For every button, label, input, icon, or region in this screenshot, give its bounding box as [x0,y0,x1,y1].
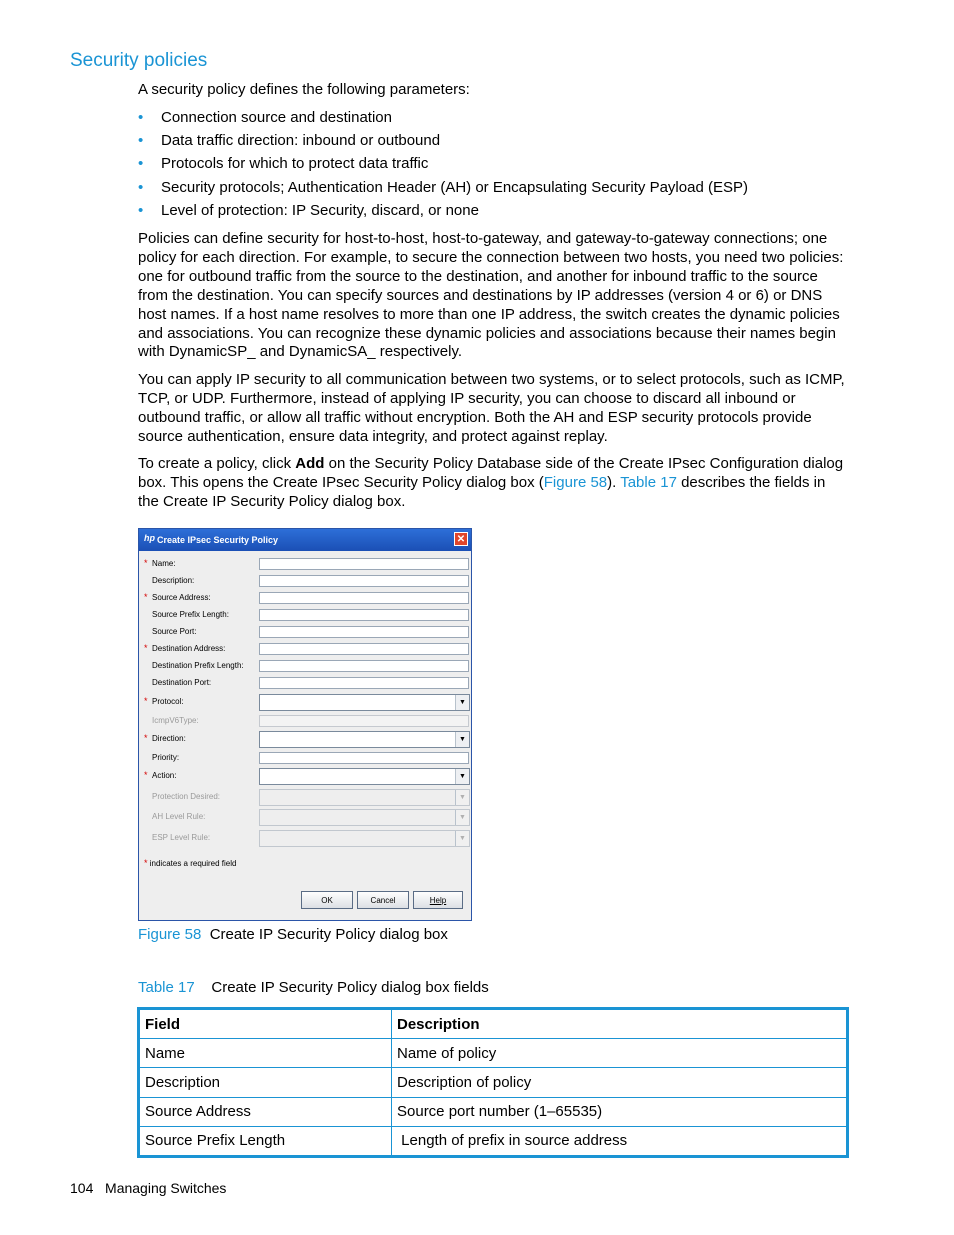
figure-caption: Figure 58 Create IP Security Policy dialog box [138,926,448,943]
dialog-field-row [139,626,471,640]
required-note: * indicates a required field [144,858,237,868]
intro-paragraph: A security policy defines the following parameters: [138,81,470,98]
field-dropdown[interactable] [259,694,470,711]
required-star-icon: * [144,770,148,780]
dialog-field-row [139,791,471,805]
field-label: Protection Desired: [152,792,221,801]
dialog-field-row [139,752,471,766]
field-label: Source Address: [152,593,211,602]
field-input[interactable] [259,677,469,689]
dialog-field-row [139,575,471,589]
ipsec-policy-dialog [138,528,472,921]
dialog-field-row [139,660,471,674]
field-input[interactable] [259,660,469,672]
field-label: Description: [152,576,195,585]
figure-58-link[interactable]: Figure 58 [543,473,608,491]
field-input[interactable] [259,643,469,655]
field-input[interactable] [259,626,469,638]
table-header-row [140,1010,846,1039]
chevron-down-icon: ▼ [455,695,469,710]
header-field: Field [140,1010,392,1039]
bullet-icon: • [138,202,144,219]
field-label: Source Prefix Length: [152,610,229,619]
bullet-text: Protocols for which to protect data traffic [161,155,429,172]
table-cell: Source port number (1–65535) [392,1097,847,1126]
footer-section: Managing Switches [105,1180,227,1196]
field-input[interactable] [259,575,469,587]
dialog-field-row [139,677,471,691]
field-label: Destination Port: [152,678,212,687]
ok-button[interactable]: OK [301,891,353,909]
field-dropdown[interactable] [259,731,470,748]
dialog-field-row [139,832,471,846]
field-label: Source Port: [152,627,197,636]
field-input [259,715,469,727]
table-cell: Source Address [140,1097,392,1126]
table-cell: Description [140,1068,392,1097]
table-cell: Name of policy [392,1039,847,1068]
body-paragraph: Policies can define security for host-to-host, host-to-gateway, and gateway-to-gateway connections; one policy for each direction. For example, to secure the connection between two hosts, you need two policies: one for outbound traffic from the source to the destination, and another for inbound traffic to the source from the destination. You can specify sources and destinations by IP addresses (version 4 or 6) or DNS host names. If a host name resolves to more than one IP address, the switch creates the dynamic policies and associations. You can recognize these dynamic policies and associations because their names begin with DynamicSP_ and DynamicSA_ respectively. [138,230,844,361]
table-cell: Length of prefix in source address [392,1126,847,1155]
table-label: Table 17 [138,979,195,996]
bullet-text: Data traffic direction: inbound or outbound [161,132,441,149]
page-footer [70,1180,226,1196]
field-input[interactable] [259,558,469,570]
table-row [140,1039,846,1068]
field-dropdown [259,830,470,847]
field-label: Action: [152,771,177,780]
help-button[interactable]: Help [413,891,463,909]
bullet-icon: • [138,155,144,172]
bullet-text: Connection source and destination [161,109,392,126]
table-row [140,1126,846,1155]
chevron-down-icon: ▼ [455,769,469,784]
required-star-icon: * [144,696,148,706]
dialog-field-row [139,609,471,623]
field-label: Direction: [152,734,186,743]
chevron-down-icon: ▼ [455,831,469,846]
chevron-down-icon: ▼ [455,732,469,747]
figure-label: Figure 58 [138,926,202,943]
chevron-down-icon: ▼ [455,790,469,805]
field-label: Destination Address: [152,644,226,653]
dialog-field-row [139,558,471,572]
dialog-field-row [139,770,471,784]
header-description: Description [392,1010,847,1039]
table-row [140,1068,846,1097]
dialog-field-row [139,715,471,729]
field-dropdown [259,789,470,806]
table-cell: Name [140,1039,392,1068]
field-input[interactable] [259,592,469,604]
section-heading: Security policies [70,50,208,71]
table-caption: Table 17 Create IP Security Policy dialog box fields [138,979,489,996]
page-number: 104 [70,1180,94,1196]
field-label: IcmpV6Type: [152,716,199,725]
dialog-field-row [139,811,471,825]
bullet-text: Level of protection: IP Security, discard, or none [161,202,479,219]
hp-logo-icon: hp [144,533,155,543]
chevron-down-icon: ▼ [455,810,469,825]
required-star-icon: * [144,643,148,653]
body-paragraph: You can apply IP security to all communication between two systems, or to select protocols, such as ICMP, TCP, or UDP. Furthermore, instead of applying IP security, you can choose to discard all inbound or outbound traffic, or allow all traffic without encryption. Both the AH and ESP security protocols provide source authentication, ensure data integrity, and protect against replay. [138,371,845,445]
body-paragraph: To create a policy, click Add on the Security Policy Database side of the Create IPsec Configuration dialog box. This opens the Create IPsec Security Policy dialog box (Figure 58). Table 17 describes the fields in the Create IP Security Policy dialog box. [138,455,844,510]
field-label: Destination Prefix Length: [152,661,244,670]
field-dropdown [259,809,470,826]
dialog-titlebar [139,529,471,551]
table-cell: Description of policy [392,1068,847,1097]
field-label: ESP Level Rule: [152,833,211,842]
bullet-icon: • [138,132,144,149]
table-row [140,1097,846,1126]
cancel-button[interactable]: Cancel [357,891,409,909]
fields-table [137,1007,849,1158]
dialog-field-row [139,696,471,710]
table-cell: Source Prefix Length [140,1126,392,1155]
dialog-title: Create IPsec Security Policy [157,535,279,545]
field-label: Protocol: [152,697,184,706]
field-input[interactable] [259,609,469,621]
dialog-field-row [139,643,471,657]
bullet-icon: • [138,179,144,196]
field-label: Priority: [152,753,180,762]
bullet-icon: • [138,109,144,126]
field-label: AH Level Rule: [152,812,206,821]
close-icon[interactable]: ✕ [454,532,468,546]
field-dropdown[interactable] [259,768,470,785]
field-label: Name: [152,559,176,568]
bullet-text: Security protocols; Authentication Header (AH) or Encapsulating Security Payload (ESP) [161,179,748,196]
dialog-field-row [139,733,471,747]
field-input[interactable] [259,752,469,764]
dialog-field-row [139,592,471,606]
table-17-link[interactable]: Table 17 [620,473,677,491]
required-star-icon: * [144,858,148,868]
required-star-icon: * [144,558,148,568]
required-star-icon: * [144,592,148,602]
add-emphasis: Add [295,455,325,472]
required-star-icon: * [144,733,148,743]
